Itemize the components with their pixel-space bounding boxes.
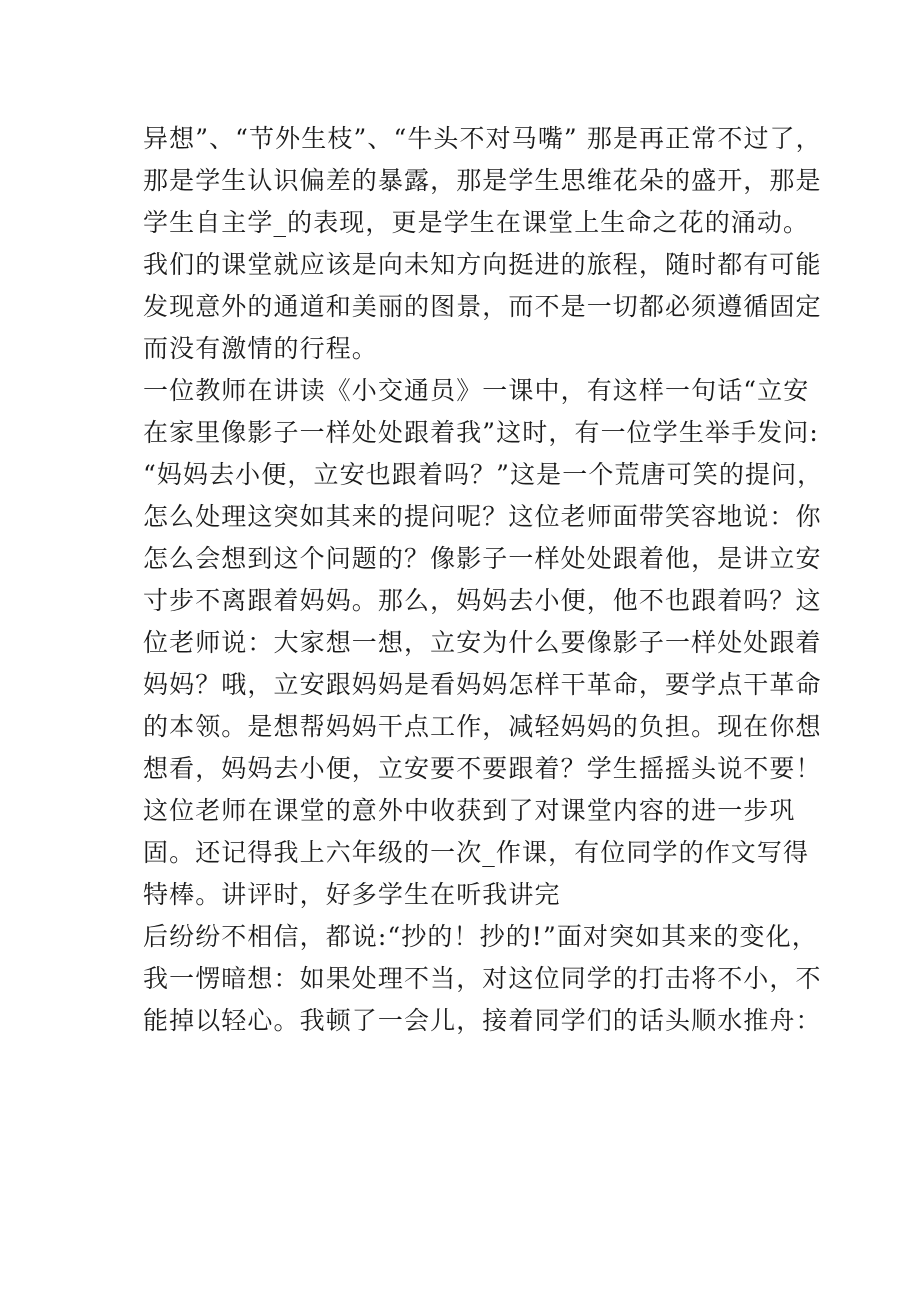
text-line: 想看，妈妈去小便，立安要不要跟着？学生摇摇头说不要！ [143, 754, 822, 783]
text-line: 位老师说：大家想一想，立安为什么要像影子一样处处跟着 [143, 628, 822, 657]
text-line: 异想”、“节外生枝”、“牛头不对马嘴” 那是再正常不过了， [143, 124, 822, 153]
text-line: 能掉以轻心。我顿了一会儿，接着同学们的话头顺水推舟： [143, 1006, 822, 1035]
text-line: 妈妈？哦，立安跟妈妈是看妈妈怎样干革命，要学点干革命 [143, 670, 822, 699]
text-line: 学生自主学_的表现，更是学生在课堂上生命之花的涌动。 [143, 208, 810, 237]
text-line: 固。还记得我上六年级的一次_作课，有位同学的作文写得 [143, 838, 810, 867]
text-line: 在家里像影子一样处处跟着我”这时，有一位学生举手发问: [143, 418, 819, 447]
text-line: 这位老师在课堂的意外中收获到了对课堂内容的进一步巩 [143, 796, 796, 825]
text-line: 我一愣暗想：如果处理不当，对这位同学的打击将不小，不 [143, 964, 822, 993]
text-line: 怎么处理这突如其来的提问呢？这位老师面带笑容地说：你 [143, 502, 822, 531]
text-line: 寸步不离跟着妈妈。那么，妈妈去小便，他不也跟着吗？这 [143, 586, 822, 615]
text-line: 一位教师在讲读《小交通员》一课中，有这样一句话“立安 [143, 376, 810, 405]
text-line: 后纷纷不相信，都说:“抄的！抄的!”面对突如其来的变化， [143, 922, 818, 951]
text-line: “妈妈去小便，立安也跟着吗？”这是一个荒唐可笑的提问， [143, 460, 824, 489]
body-text [143, 118, 824, 1042]
text-line: 那是学生认识偏差的暴露，那是学生思维花朵的盛开，那是 [143, 166, 822, 195]
text-line: 特棒。讲评时，好多学生在听我讲完 [143, 880, 561, 909]
text-line: 怎么会想到这个问题的？像影子一样处处跟着他，是讲立安 [143, 544, 822, 573]
text-line: 的本领。是想帮妈妈干点工作，减轻妈妈的负担。现在你想 [143, 712, 822, 741]
text-line: 而没有激情的行程。 [143, 334, 378, 363]
text-line: 发现意外的通道和美丽的图景，而不是一切都必须遵循固定 [143, 292, 822, 321]
text-line: 我们的课堂就应该是向未知方向挺进的旅程，随时都有可能 [143, 250, 822, 279]
